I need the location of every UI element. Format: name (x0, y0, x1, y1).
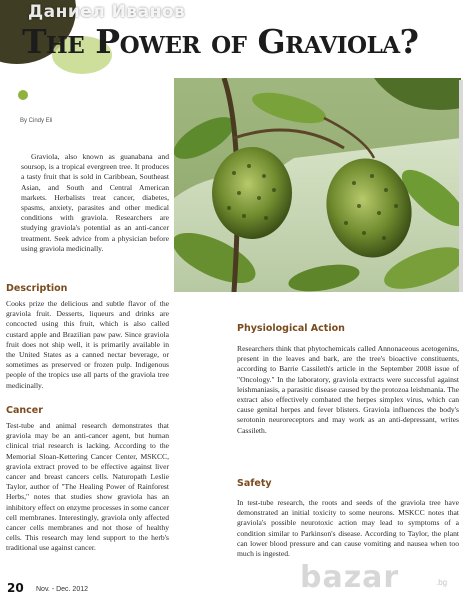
heading-physiological-action: Physiological Action (237, 323, 345, 334)
cancer-body: Test-tube and animal research demonstrates that graviola may be an anti-cancer agent, but human clinical trial research is lacking. According to the Memorial Sloan-Kettering Cancer Center, MSKCC, graviola extract proved to be effective against liver cancer and breast cancers cells. Naturopath Leslie Taylor, author of "The Healing Power of Rainforest Herbs," notes that studies show graviola has an inhibitory effect on enzyme processes in some cancer cell membranes. Interestingly, graviola only affected cancer cells membranes and not those of healthy cells. This research may lend support to the herb's traditional use against cancer. (6, 421, 169, 553)
watermark-author: Даниел Иванов (28, 2, 186, 22)
graviola-photo (174, 78, 461, 292)
intro-paragraph: Graviola, also known as guanabana and soursop, is a tropical evergreen tree. It produces a tasty fruit that is sold in Caribbean, Southeast Asian, and South and Central American markets. Herbalists treat cancer, diabetes, spasms, anxiety, parasites and other medical conditions with graviola. Researchers are studying graviola's potential as an anti-cancer treatment. Seek advice from a physician before using graviola medicinally. (21, 152, 169, 253)
heading-cancer: Cancer (6, 405, 43, 416)
issue-date: Nov. - Dec. 2012 (36, 586, 89, 593)
watermark-site-suffix: .bg (436, 578, 448, 587)
heading-safety: Safety (237, 478, 272, 489)
safety-body: In test-tube research, the roots and seeds of the graviola tree have demonstrated an initial toxicity to some neurons. MSKCC notes that graviola's possible neurotoxic action may lead to symptoms of a condition similar to Parkinson's disease. According to Taylor, the plant can lower blood pressure and can cause vomiting and nausea when too much is ingested. (237, 498, 459, 559)
watermark-site: bazar (300, 560, 400, 595)
decorative-dot (18, 90, 28, 100)
page-number: 20 (7, 581, 24, 595)
heading-description: Description (6, 283, 68, 294)
byline: By Cindy Eli (20, 118, 53, 124)
photo-side-bar (459, 80, 463, 292)
description-body: Cooks prize the delicious and subtle flavor of the graviola fruit. Desserts, liqueurs and drinks are concocted using this fruit, which is also called custard apple and Brazilian paw paw. Since graviola fruit does not ship well, it is primarily available in the United States as a canned nectar beverage, or sometimes as preserved or frozen pulp. Indigenous people of the tropics use all parts of the graviola tree medicinally. (6, 299, 169, 390)
page-title: The Power of Graviola? (22, 22, 419, 61)
physiological-action-body: Researchers think that phytochemicals called Annonaceous acetogenins, present in the leaves and bark, are the tree's bioactive constituents, according to Barrie Cassileth's article in the September 2008 issue of "Oncology." In the laboratory, graviola extracts were successful against leishmaniasis, a parasitic disease caused by the protozoa leishmania. The extract also effectively combated the herpes simplex virus, which can cause genital herpes and fever blisters. Graviola influences the body's serotonin neuroreceptors and may work as an anti-depressant, writes Cassileth. (237, 344, 459, 435)
